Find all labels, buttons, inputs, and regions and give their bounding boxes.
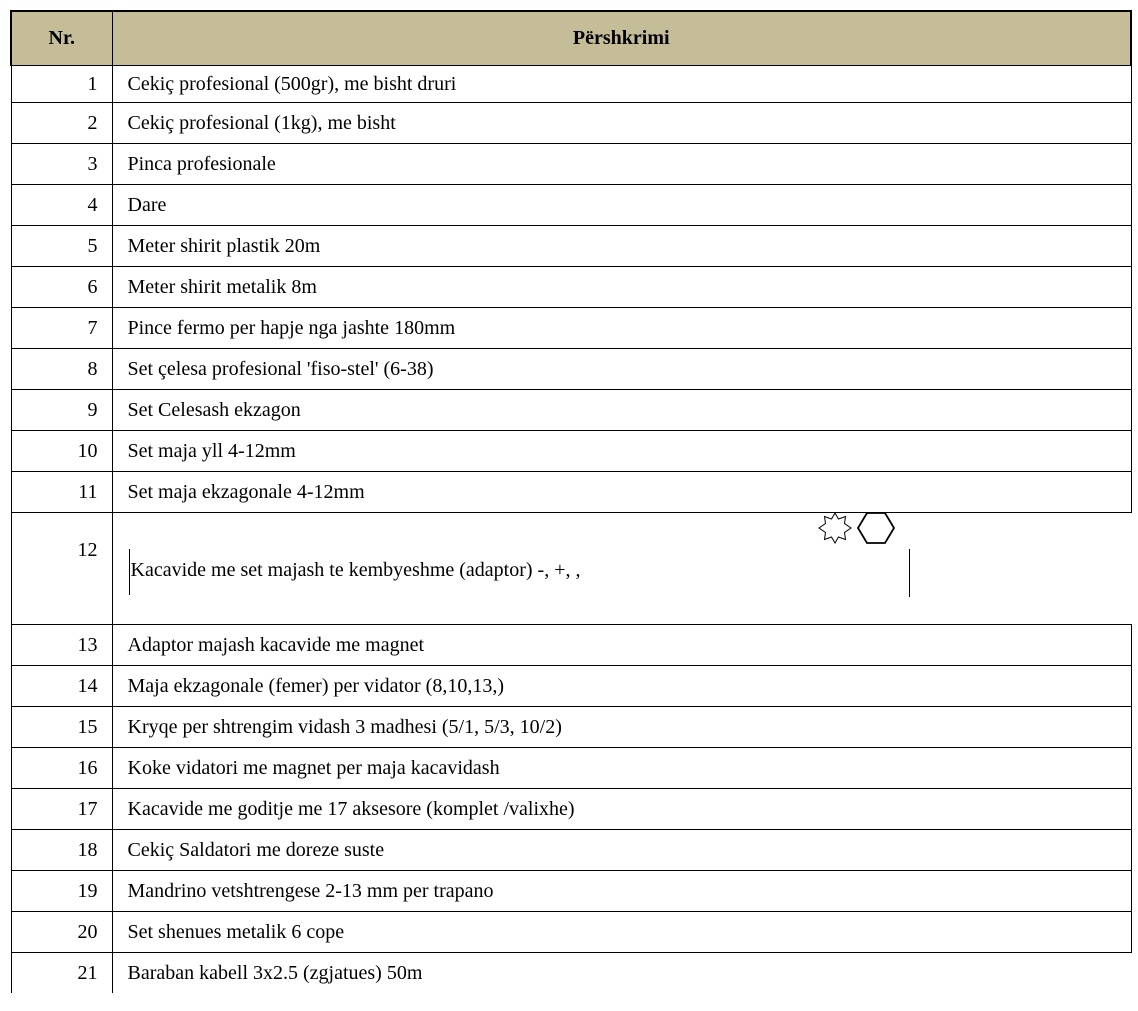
row-number: 15 [11,707,112,748]
row-description-cell [112,513,1131,625]
row-description: Maja ekzagonale (femer) per vidator (8,10,13,) [112,666,1131,707]
row-number: 12 [11,513,112,625]
hexagon-icon [856,511,896,551]
table-row [11,144,1131,185]
table-row [11,707,1131,748]
table-row [11,349,1131,390]
row-number: 16 [11,748,112,789]
table-row [11,431,1131,472]
table-row [11,666,1131,707]
row-number: 8 [11,349,112,390]
table-row [11,513,1131,625]
row-number: 1 [11,66,112,103]
table-row [11,66,1131,103]
table-row [11,830,1131,871]
row-number: 18 [11,830,112,871]
table-row [11,267,1131,308]
row-number: 17 [11,789,112,830]
row-description: Set maja yll 4-12mm [112,431,1131,472]
header-row [11,11,1131,66]
row-number: 3 [11,144,112,185]
table-row [11,472,1131,513]
row-number: 5 [11,226,112,267]
table-row [11,912,1131,953]
row-description: Cekiç Saldatori me doreze suste [112,830,1131,871]
table-row [11,748,1131,789]
table-row [11,789,1131,830]
tip-shape-icons [816,513,896,549]
row-description: Dare [112,185,1131,226]
row-number: 20 [11,912,112,953]
row-number: 11 [11,472,112,513]
items-table [10,10,1132,993]
table-row [11,308,1131,349]
header-nr: Nr. [11,11,112,66]
table-row [11,185,1131,226]
row-number: 7 [11,308,112,349]
table-row [11,953,1131,994]
box-divider [909,549,910,597]
row-description: Set çelesa profesional 'fiso-stel' (6-38) [112,349,1131,390]
row-number: 6 [11,267,112,308]
table-row [11,226,1131,267]
table-row [11,103,1131,144]
row-description: Kacavide me set majash te kembyeshme (adaptor) -, +, , [130,559,581,581]
row-number: 14 [11,666,112,707]
row-number: 2 [11,103,112,144]
row-number: 10 [11,431,112,472]
row-description: Adaptor majash kacavide me magnet [112,625,1131,666]
row-description: Kacavide me goditje me 17 aksesore (komplet /valixhe) [112,789,1131,830]
row-description: Set Celesash ekzagon [112,390,1131,431]
row-description: Cekiç profesional (500gr), me bisht druri [112,66,1131,103]
row-description: Set shenues metalik 6 cope [112,912,1131,953]
star-icon [816,511,854,551]
row-description: Cekiç profesional (1kg), me bisht [112,103,1131,144]
row-description: Mandrino vetshtrengese 2-13 mm per trapano [112,871,1131,912]
row-description: Kryqe per shtrengim vidash 3 madhesi (5/1, 5/3, 10/2) [112,707,1131,748]
row-number: 9 [11,390,112,431]
row-description: Koke vidatori me magnet per maja kacavidash [112,748,1131,789]
row-number: 19 [11,871,112,912]
row-number: 21 [11,953,112,994]
row-number: 13 [11,625,112,666]
header-description: Përshkrimi [112,11,1131,66]
table-row [11,871,1131,912]
row-description: Set maja ekzagonale 4-12mm [112,472,1131,513]
row-description: Pinca profesionale [112,144,1131,185]
row-description: Pince fermo per hapje nga jashte 180mm [112,308,1131,349]
row-description: Meter shirit metalik 8m [112,267,1131,308]
table-row [11,390,1131,431]
table-row [11,625,1131,666]
row-description: Meter shirit plastik 20m [112,226,1131,267]
row-number: 4 [11,185,112,226]
description-box [129,549,910,595]
row-description: Baraban kabell 3x2.5 (zgjatues) 50m [127,961,423,984]
